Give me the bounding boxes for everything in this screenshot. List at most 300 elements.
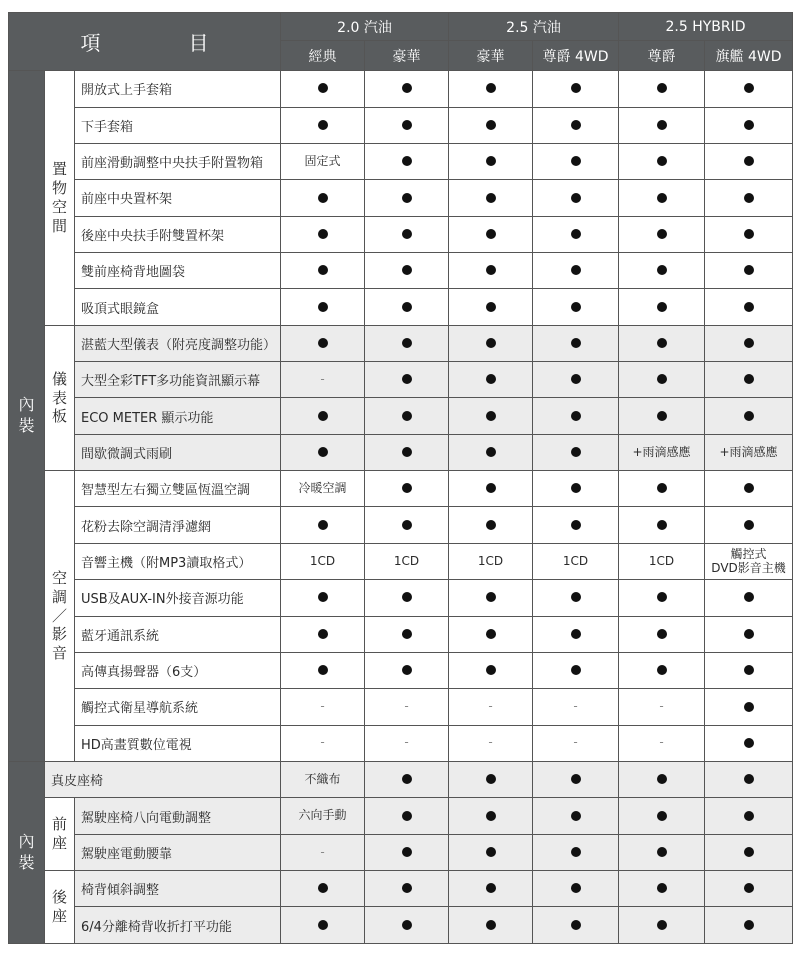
trim-header: 尊爵 4WD bbox=[533, 41, 619, 71]
standard-dot-icon bbox=[486, 520, 496, 530]
feature-standard-cell bbox=[619, 871, 705, 907]
row-item-label: 椅背傾斜調整 bbox=[75, 871, 281, 907]
feature-standard-cell bbox=[281, 180, 365, 216]
table-row bbox=[9, 725, 793, 761]
feature-standard-cell bbox=[619, 798, 705, 834]
standard-dot-icon bbox=[657, 302, 667, 312]
standard-dot-icon bbox=[744, 920, 754, 930]
standard-dot-icon bbox=[571, 156, 581, 166]
row-item-label: USB及AUX-IN外接音源功能 bbox=[75, 580, 281, 616]
table-row bbox=[9, 652, 793, 688]
standard-dot-icon bbox=[486, 629, 496, 639]
group-header-hybrid: 2.5 HYBRID bbox=[619, 13, 793, 41]
feature-standard-cell bbox=[365, 362, 449, 398]
standard-dot-icon bbox=[657, 265, 667, 275]
standard-dot-icon bbox=[744, 338, 754, 348]
feature-standard-cell bbox=[533, 362, 619, 398]
feature-unavailable-cell bbox=[533, 689, 619, 725]
standard-dot-icon bbox=[744, 156, 754, 166]
feature-standard-cell bbox=[449, 871, 533, 907]
feature-value-text: 1CD bbox=[562, 553, 589, 568]
standard-dot-icon bbox=[402, 156, 412, 166]
standard-dot-icon bbox=[744, 811, 754, 821]
feature-standard-cell bbox=[619, 325, 705, 361]
table-row bbox=[9, 252, 793, 288]
category-interior-seats: 內裝 bbox=[9, 762, 45, 944]
feature-standard-cell bbox=[281, 71, 365, 107]
standard-dot-icon bbox=[318, 883, 328, 893]
feature-value-text: 1CD bbox=[648, 553, 675, 568]
standard-dot-icon bbox=[744, 120, 754, 130]
feature-standard-cell bbox=[619, 834, 705, 870]
header-row-groups bbox=[9, 13, 793, 41]
standard-dot-icon bbox=[402, 229, 412, 239]
feature-standard-cell bbox=[619, 398, 705, 434]
standard-dot-icon bbox=[657, 774, 667, 784]
feature-standard-cell bbox=[449, 107, 533, 143]
feature-value-text: - bbox=[320, 735, 325, 750]
standard-dot-icon bbox=[657, 229, 667, 239]
standard-dot-icon bbox=[657, 920, 667, 930]
table-row bbox=[9, 871, 793, 907]
standard-dot-icon bbox=[402, 774, 412, 784]
row-item-label: 花粉去除空調清淨濾網 bbox=[75, 507, 281, 543]
subcategory-dashboard: 儀表板 bbox=[45, 325, 75, 470]
subcategory-storage: 置物空間 bbox=[45, 71, 75, 326]
standard-dot-icon bbox=[571, 847, 581, 857]
standard-dot-icon bbox=[571, 338, 581, 348]
standard-dot-icon bbox=[486, 193, 496, 203]
row-item-label: 後座中央扶手附雙置杯架 bbox=[75, 216, 281, 252]
feature-standard-cell bbox=[365, 871, 449, 907]
feature-standard-cell bbox=[281, 507, 365, 543]
feature-standard-cell bbox=[365, 580, 449, 616]
feature-standard-cell bbox=[705, 834, 793, 870]
row-item-label: 湛藍大型儀表（附亮度調整功能） bbox=[75, 325, 281, 361]
feature-standard-cell bbox=[705, 871, 793, 907]
standard-dot-icon bbox=[402, 592, 412, 602]
standard-dot-icon bbox=[486, 265, 496, 275]
row-item-label: 開放式上手套箱 bbox=[75, 71, 281, 107]
feature-standard-cell bbox=[281, 871, 365, 907]
feature-value-text: 固定式 bbox=[304, 153, 341, 168]
trim-header: 豪華 bbox=[365, 41, 449, 71]
feature-standard-cell bbox=[533, 398, 619, 434]
standard-dot-icon bbox=[571, 883, 581, 893]
row-item-label: 吸頂式眼鏡盒 bbox=[75, 289, 281, 325]
feature-standard-cell bbox=[365, 180, 449, 216]
row-item-label: 6/4分離椅背收折打平功能 bbox=[75, 907, 281, 944]
standard-dot-icon bbox=[486, 83, 496, 93]
feature-value-text: 六向手動 bbox=[298, 808, 347, 823]
trim-header: 豪華 bbox=[449, 41, 533, 71]
standard-dot-icon bbox=[486, 665, 496, 675]
standard-dot-icon bbox=[318, 193, 328, 203]
feature-standard-cell bbox=[533, 180, 619, 216]
feature-standard-cell bbox=[705, 143, 793, 179]
table-row bbox=[9, 289, 793, 325]
standard-dot-icon bbox=[402, 665, 412, 675]
feature-value-cell bbox=[281, 471, 365, 507]
standard-dot-icon bbox=[402, 374, 412, 384]
feature-standard-cell bbox=[533, 798, 619, 834]
feature-standard-cell bbox=[365, 143, 449, 179]
standard-dot-icon bbox=[318, 338, 328, 348]
feature-standard-cell bbox=[365, 616, 449, 652]
table-row bbox=[9, 180, 793, 216]
feature-unavailable-cell bbox=[619, 725, 705, 761]
feature-unavailable-cell bbox=[449, 725, 533, 761]
standard-dot-icon bbox=[402, 120, 412, 130]
standard-dot-icon bbox=[744, 774, 754, 784]
row-item-label: 前座中央置杯架 bbox=[75, 180, 281, 216]
feature-value-text: - bbox=[573, 735, 578, 750]
feature-standard-cell bbox=[449, 362, 533, 398]
standard-dot-icon bbox=[571, 774, 581, 784]
feature-standard-cell bbox=[533, 616, 619, 652]
standard-dot-icon bbox=[657, 338, 667, 348]
feature-standard-cell bbox=[705, 580, 793, 616]
standard-dot-icon bbox=[744, 665, 754, 675]
standard-dot-icon bbox=[402, 629, 412, 639]
feature-standard-cell bbox=[705, 762, 793, 798]
feature-standard-cell bbox=[619, 362, 705, 398]
feature-standard-cell bbox=[281, 434, 365, 470]
standard-dot-icon bbox=[657, 665, 667, 675]
table-row bbox=[9, 762, 793, 798]
feature-standard-cell bbox=[449, 798, 533, 834]
feature-standard-cell bbox=[619, 289, 705, 325]
trim-header: 經典 bbox=[281, 41, 365, 71]
standard-dot-icon bbox=[318, 447, 328, 457]
feature-standard-cell bbox=[533, 434, 619, 470]
standard-dot-icon bbox=[318, 120, 328, 130]
feature-standard-cell bbox=[619, 762, 705, 798]
row-item-label: 駕駛座電動腰靠 bbox=[75, 834, 281, 870]
feature-standard-cell bbox=[619, 180, 705, 216]
standard-dot-icon bbox=[571, 811, 581, 821]
feature-standard-cell bbox=[619, 580, 705, 616]
standard-dot-icon bbox=[744, 229, 754, 239]
table-row bbox=[9, 143, 793, 179]
subcategory-front: 前座 bbox=[45, 798, 75, 871]
table-row bbox=[9, 580, 793, 616]
feature-standard-cell bbox=[619, 107, 705, 143]
feature-value-cell bbox=[281, 762, 365, 798]
standard-dot-icon bbox=[571, 374, 581, 384]
feature-standard-cell bbox=[449, 507, 533, 543]
standard-dot-icon bbox=[486, 883, 496, 893]
standard-dot-icon bbox=[486, 156, 496, 166]
standard-dot-icon bbox=[657, 629, 667, 639]
standard-dot-icon bbox=[657, 811, 667, 821]
trim-header: 旗艦 4WD bbox=[705, 41, 793, 71]
feature-standard-cell bbox=[449, 71, 533, 107]
feature-unavailable-cell bbox=[281, 725, 365, 761]
feature-standard-cell bbox=[705, 507, 793, 543]
feature-standard-cell bbox=[281, 616, 365, 652]
feature-standard-cell bbox=[281, 907, 365, 944]
feature-value-text: - bbox=[488, 699, 493, 714]
feature-unavailable-cell bbox=[365, 689, 449, 725]
row-item-label: 間歇微調式雨刷 bbox=[75, 434, 281, 470]
feature-standard-cell bbox=[365, 325, 449, 361]
table-row bbox=[9, 471, 793, 507]
row-item-label: 前座滑動調整中央扶手附置物箱 bbox=[75, 143, 281, 179]
feature-standard-cell bbox=[533, 762, 619, 798]
feature-value-text: - bbox=[320, 844, 325, 859]
feature-standard-cell bbox=[449, 471, 533, 507]
standard-dot-icon bbox=[744, 302, 754, 312]
table-row bbox=[9, 71, 793, 107]
feature-standard-cell bbox=[449, 762, 533, 798]
standard-dot-icon bbox=[744, 83, 754, 93]
standard-dot-icon bbox=[402, 265, 412, 275]
feature-standard-cell bbox=[619, 252, 705, 288]
standard-dot-icon bbox=[571, 193, 581, 203]
standard-dot-icon bbox=[486, 847, 496, 857]
feature-standard-cell bbox=[533, 507, 619, 543]
items-header: 項 目 bbox=[9, 13, 281, 71]
feature-standard-cell bbox=[705, 471, 793, 507]
feature-standard-cell bbox=[533, 143, 619, 179]
feature-value-text: - bbox=[320, 699, 325, 714]
table-row bbox=[9, 107, 793, 143]
feature-standard-cell bbox=[281, 580, 365, 616]
feature-value-cell bbox=[705, 543, 793, 579]
feature-value-cell bbox=[281, 543, 365, 579]
standard-dot-icon bbox=[571, 629, 581, 639]
feature-value-text: 1CD bbox=[309, 553, 336, 568]
row-item-label: 大型全彩TFT多功能資訊顯示幕 bbox=[75, 362, 281, 398]
feature-standard-cell bbox=[705, 798, 793, 834]
feature-standard-cell bbox=[449, 289, 533, 325]
feature-standard-cell bbox=[533, 652, 619, 688]
standard-dot-icon bbox=[318, 302, 328, 312]
standard-dot-icon bbox=[486, 483, 496, 493]
standard-dot-icon bbox=[571, 592, 581, 602]
standard-dot-icon bbox=[486, 811, 496, 821]
feature-standard-cell bbox=[705, 616, 793, 652]
feature-standard-cell bbox=[449, 325, 533, 361]
row-item-label: 觸控式衛星導航系統 bbox=[75, 689, 281, 725]
table-row bbox=[9, 907, 793, 944]
feature-standard-cell bbox=[619, 143, 705, 179]
standard-dot-icon bbox=[402, 411, 412, 421]
feature-unavailable-cell bbox=[533, 725, 619, 761]
feature-standard-cell bbox=[705, 362, 793, 398]
table-row bbox=[9, 543, 793, 579]
feature-standard-cell bbox=[705, 689, 793, 725]
feature-value-text: - bbox=[404, 735, 409, 750]
standard-dot-icon bbox=[744, 592, 754, 602]
feature-value-text: - bbox=[320, 371, 325, 386]
standard-dot-icon bbox=[402, 520, 412, 530]
standard-dot-icon bbox=[318, 520, 328, 530]
feature-standard-cell bbox=[705, 652, 793, 688]
feature-value-text: - bbox=[404, 699, 409, 714]
feature-standard-cell bbox=[533, 907, 619, 944]
feature-unavailable-cell bbox=[281, 689, 365, 725]
standard-dot-icon bbox=[744, 411, 754, 421]
feature-standard-cell bbox=[619, 616, 705, 652]
feature-standard-cell bbox=[705, 252, 793, 288]
feature-standard-cell bbox=[281, 216, 365, 252]
feature-value-cell bbox=[705, 434, 793, 470]
feature-standard-cell bbox=[705, 398, 793, 434]
standard-dot-icon bbox=[402, 483, 412, 493]
standard-dot-icon bbox=[318, 265, 328, 275]
group-header-25: 2.5 汽油 bbox=[449, 13, 619, 41]
feature-value-cell bbox=[619, 543, 705, 579]
feature-standard-cell bbox=[705, 289, 793, 325]
feature-standard-cell bbox=[533, 289, 619, 325]
feature-standard-cell bbox=[281, 289, 365, 325]
standard-dot-icon bbox=[571, 920, 581, 930]
standard-dot-icon bbox=[486, 374, 496, 384]
feature-unavailable-cell bbox=[281, 834, 365, 870]
standard-dot-icon bbox=[657, 83, 667, 93]
row-item-label: 雙前座椅背地圖袋 bbox=[75, 252, 281, 288]
feature-standard-cell bbox=[533, 471, 619, 507]
row-item-label: HD高畫質數位電視 bbox=[75, 725, 281, 761]
feature-standard-cell bbox=[619, 907, 705, 944]
feature-unavailable-cell bbox=[619, 689, 705, 725]
feature-value-text: - bbox=[573, 699, 578, 714]
feature-standard-cell bbox=[365, 762, 449, 798]
standard-dot-icon bbox=[657, 592, 667, 602]
feature-standard-cell bbox=[365, 834, 449, 870]
feature-value-cell bbox=[533, 543, 619, 579]
standard-dot-icon bbox=[744, 702, 754, 712]
feature-standard-cell bbox=[705, 216, 793, 252]
feature-standard-cell bbox=[365, 289, 449, 325]
standard-dot-icon bbox=[318, 229, 328, 239]
feature-standard-cell bbox=[449, 180, 533, 216]
table-row bbox=[9, 216, 793, 252]
trim-header: 尊爵 bbox=[619, 41, 705, 71]
standard-dot-icon bbox=[744, 265, 754, 275]
standard-dot-icon bbox=[402, 338, 412, 348]
row-item-label: 智慧型左右獨立雙區恆溫空調 bbox=[75, 471, 281, 507]
standard-dot-icon bbox=[402, 847, 412, 857]
standard-dot-icon bbox=[402, 811, 412, 821]
standard-dot-icon bbox=[657, 483, 667, 493]
standard-dot-icon bbox=[657, 120, 667, 130]
feature-standard-cell bbox=[449, 616, 533, 652]
feature-standard-cell bbox=[281, 107, 365, 143]
feature-standard-cell bbox=[449, 652, 533, 688]
feature-standard-cell bbox=[619, 216, 705, 252]
feature-standard-cell bbox=[365, 107, 449, 143]
row-item-label: 真皮座椅 bbox=[45, 762, 281, 798]
standard-dot-icon bbox=[571, 483, 581, 493]
standard-dot-icon bbox=[486, 411, 496, 421]
feature-standard-cell bbox=[281, 398, 365, 434]
feature-value-text: - bbox=[659, 699, 664, 714]
standard-dot-icon bbox=[744, 847, 754, 857]
standard-dot-icon bbox=[657, 411, 667, 421]
standard-dot-icon bbox=[744, 520, 754, 530]
standard-dot-icon bbox=[486, 120, 496, 130]
standard-dot-icon bbox=[571, 665, 581, 675]
row-item-label: 高傳真揚聲器（6支） bbox=[75, 652, 281, 688]
standard-dot-icon bbox=[657, 520, 667, 530]
feature-standard-cell bbox=[365, 907, 449, 944]
standard-dot-icon bbox=[486, 229, 496, 239]
feature-standard-cell bbox=[533, 580, 619, 616]
table-row bbox=[9, 362, 793, 398]
standard-dot-icon bbox=[402, 920, 412, 930]
feature-standard-cell bbox=[449, 434, 533, 470]
standard-dot-icon bbox=[571, 411, 581, 421]
feature-standard-cell bbox=[365, 71, 449, 107]
feature-standard-cell bbox=[619, 71, 705, 107]
standard-dot-icon bbox=[318, 665, 328, 675]
feature-standard-cell bbox=[449, 398, 533, 434]
standard-dot-icon bbox=[571, 229, 581, 239]
table-row bbox=[9, 689, 793, 725]
feature-standard-cell bbox=[705, 107, 793, 143]
feature-standard-cell bbox=[705, 325, 793, 361]
standard-dot-icon bbox=[744, 629, 754, 639]
standard-dot-icon bbox=[571, 120, 581, 130]
feature-value-text: - bbox=[659, 735, 664, 750]
category-interior: 內裝 bbox=[9, 71, 45, 762]
feature-standard-cell bbox=[449, 216, 533, 252]
feature-unavailable-cell bbox=[281, 362, 365, 398]
standard-dot-icon bbox=[486, 774, 496, 784]
feature-standard-cell bbox=[365, 434, 449, 470]
table-row bbox=[9, 434, 793, 470]
standard-dot-icon bbox=[318, 592, 328, 602]
feature-standard-cell bbox=[365, 507, 449, 543]
standard-dot-icon bbox=[486, 302, 496, 312]
standard-dot-icon bbox=[571, 83, 581, 93]
group-header-20: 2.0 汽油 bbox=[281, 13, 449, 41]
row-item-label: ECO METER 顯示功能 bbox=[75, 398, 281, 434]
feature-standard-cell bbox=[533, 871, 619, 907]
feature-standard-cell bbox=[705, 71, 793, 107]
feature-standard-cell bbox=[365, 216, 449, 252]
table-row bbox=[9, 798, 793, 834]
feature-unavailable-cell bbox=[365, 725, 449, 761]
standard-dot-icon bbox=[571, 520, 581, 530]
standard-dot-icon bbox=[318, 411, 328, 421]
feature-value-cell bbox=[449, 543, 533, 579]
standard-dot-icon bbox=[571, 265, 581, 275]
standard-dot-icon bbox=[318, 629, 328, 639]
feature-standard-cell bbox=[619, 652, 705, 688]
feature-standard-cell bbox=[533, 252, 619, 288]
standard-dot-icon bbox=[402, 83, 412, 93]
feature-standard-cell bbox=[449, 907, 533, 944]
standard-dot-icon bbox=[744, 738, 754, 748]
standard-dot-icon bbox=[402, 193, 412, 203]
feature-value-cell bbox=[365, 543, 449, 579]
feature-standard-cell bbox=[705, 907, 793, 944]
standard-dot-icon bbox=[657, 847, 667, 857]
standard-dot-icon bbox=[657, 156, 667, 166]
feature-standard-cell bbox=[533, 71, 619, 107]
feature-standard-cell bbox=[533, 834, 619, 870]
feature-standard-cell bbox=[365, 398, 449, 434]
feature-value-cell bbox=[281, 143, 365, 179]
standard-dot-icon bbox=[657, 883, 667, 893]
standard-dot-icon bbox=[744, 193, 754, 203]
feature-standard-cell bbox=[281, 652, 365, 688]
feature-standard-cell bbox=[449, 834, 533, 870]
